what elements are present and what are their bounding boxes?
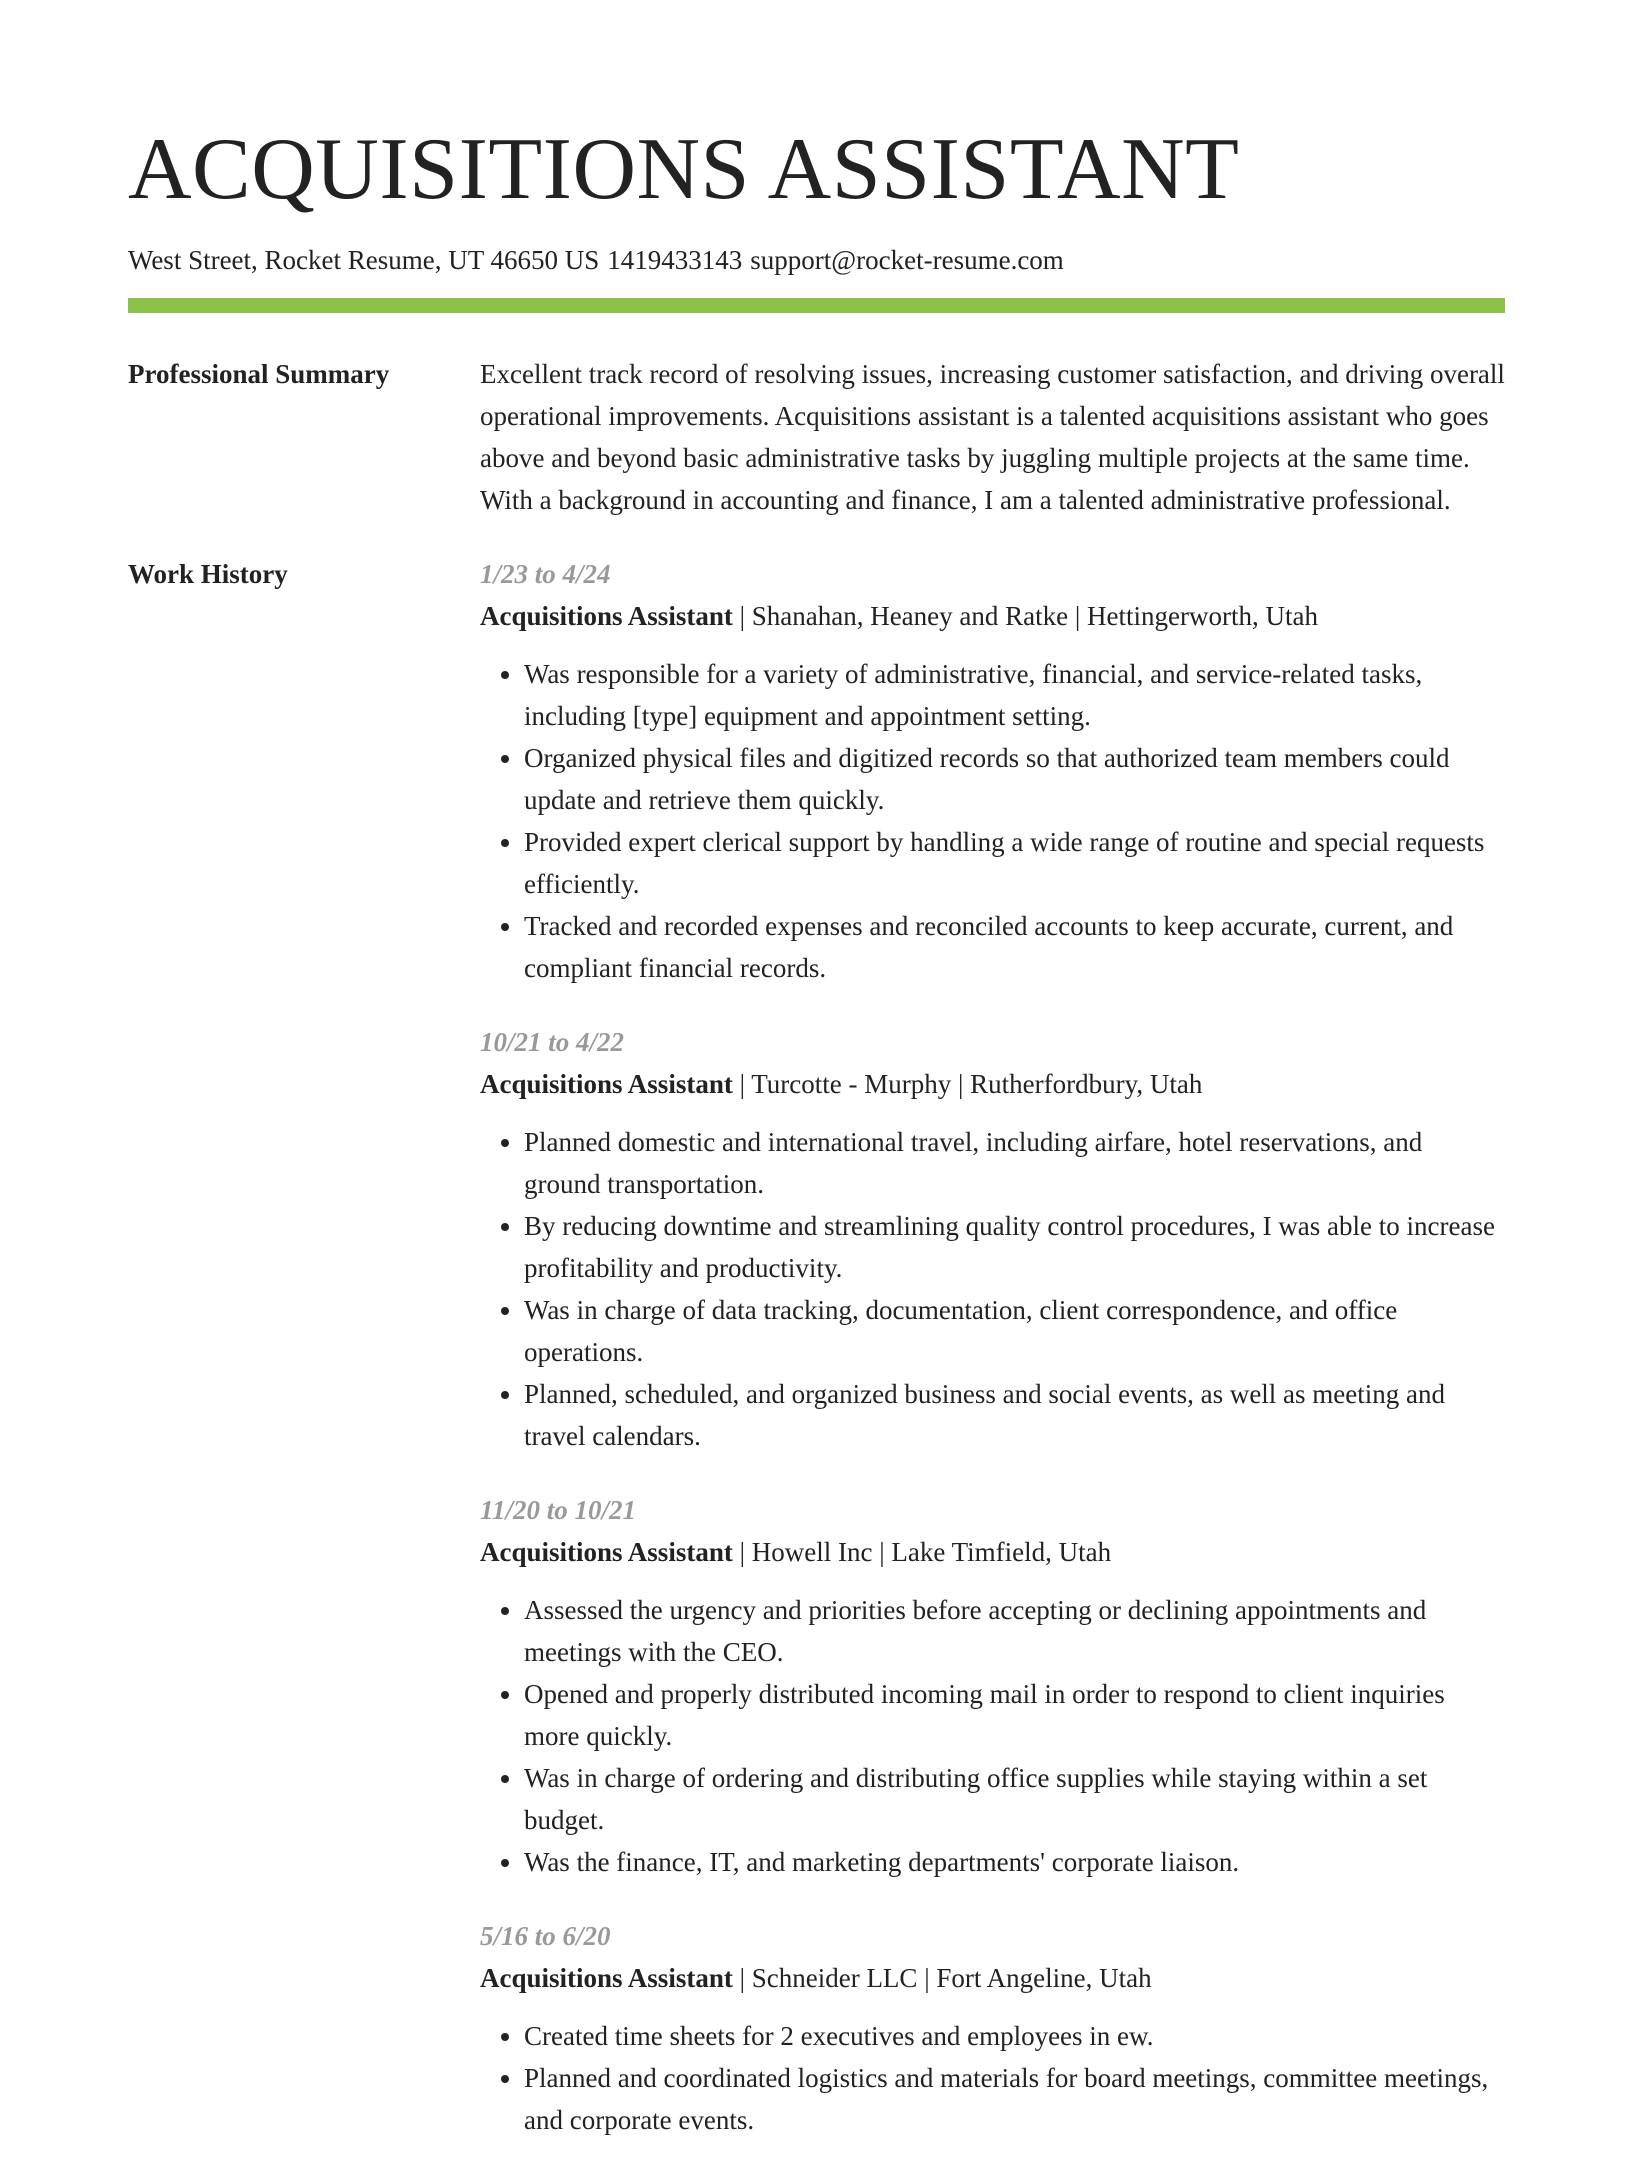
job-bullets xyxy=(480,1121,1505,1457)
job-company-location: | Turcotte - Murphy | Rutherfordbury, Utah xyxy=(732,1069,1203,1099)
job-bullet: • Was in charge of data tracking, documentation, client correspondence, and office operations. xyxy=(524,1289,1505,1373)
contact-address: West Street, Rocket Resume, UT 46650 US xyxy=(128,245,600,275)
job-bullet: • Was the finance, IT, and marketing departments' corporate liaison. xyxy=(524,1841,1505,1883)
job-bullets xyxy=(480,1589,1505,1883)
job-bullet: • Created time sheets for 2 executives and employees in ew. xyxy=(524,2015,1505,2057)
work-history-heading: Work History xyxy=(128,559,288,589)
job-bullet: • Assessed the urgency and priorities before accepting or declining appointments and meetings with the CEO. xyxy=(524,1589,1505,1673)
work-history-list xyxy=(480,553,1505,2173)
job-bullet: • Organized physical files and digitized records so that authorized team members could update and retrieve them quickly. xyxy=(524,737,1505,821)
job-dates: 1/23 to 4/24 xyxy=(480,559,611,589)
job-entry xyxy=(480,1915,1505,2141)
job-bullets xyxy=(480,653,1505,989)
job-heading xyxy=(480,595,1505,637)
work-history-section xyxy=(128,553,1505,2173)
summary-heading: Professional Summary xyxy=(128,359,390,389)
job-heading xyxy=(480,1957,1505,1999)
contact-email: support@rocket-resume.com xyxy=(750,245,1064,275)
contact-line xyxy=(128,242,1505,278)
contact-phone: 1419433143 xyxy=(607,245,743,275)
candidate-name: ACQUISITIONS ASSISTANT xyxy=(128,121,1240,218)
job-company-location: | Shanahan, Heaney and Ratke | Hettingerworth, Utah xyxy=(732,601,1318,631)
header-divider xyxy=(128,298,1505,313)
job-bullet: • Was responsible for a variety of administrative, financial, and service-related tasks, including [type] equipment and appointment setting. xyxy=(524,653,1505,737)
job-title: Acquisitions Assistant xyxy=(480,601,733,631)
job-entry xyxy=(480,553,1505,989)
job-dates: 5/16 to 6/20 xyxy=(480,1921,611,1951)
job-bullet: • Provided expert clerical support by handling a wide range of routine and special requests efficiently. xyxy=(524,821,1505,905)
summary-section xyxy=(128,353,1505,521)
job-entry xyxy=(480,1021,1505,1457)
job-bullets xyxy=(480,2015,1505,2141)
job-title: Acquisitions Assistant xyxy=(480,1069,733,1099)
job-entry xyxy=(480,1489,1505,1883)
job-bullet: • Planned, scheduled, and organized business and social events, as well as meeting and travel calendars. xyxy=(524,1373,1505,1457)
job-dates: 10/21 to 4/22 xyxy=(480,1027,625,1057)
job-title: Acquisitions Assistant xyxy=(480,1963,733,1993)
job-company-location: | Howell Inc | Lake Timfield, Utah xyxy=(732,1537,1112,1567)
job-bullet: • Planned domestic and international travel, including airfare, hotel reservations, and ground transportation. xyxy=(524,1121,1505,1205)
summary-text: Excellent track record of resolving issues, increasing customer satisfaction, and driving overall operational improvements. Acquisitions assistant is a talented acquisitions assistant who goes above and beyond basic administrative tasks by juggling multiple projects at the same time. With a background in accounting and finance, I am a talented administrative professional. xyxy=(480,359,1505,515)
job-bullet: • Opened and properly distributed incoming mail in order to respond to client inquiries more quickly. xyxy=(524,1673,1505,1757)
resume-page xyxy=(128,112,1505,2173)
job-heading xyxy=(480,1063,1505,1105)
job-dates: 11/20 to 10/21 xyxy=(480,1495,637,1525)
job-company-location: | Schneider LLC | Fort Angeline, Utah xyxy=(732,1963,1152,1993)
job-bullet: • Planned and coordinated logistics and materials for board meetings, committee meetings, and corporate events. xyxy=(524,2057,1505,2141)
job-bullet: • Was in charge of ordering and distributing office supplies while staying within a set budget. xyxy=(524,1757,1505,1841)
job-heading xyxy=(480,1531,1505,1573)
job-bullet: • Tracked and recorded expenses and reconciled accounts to keep accurate, current, and compliant financial records. xyxy=(524,905,1505,989)
job-title: Acquisitions Assistant xyxy=(480,1537,733,1567)
job-bullet: • By reducing downtime and streamlining quality control procedures, I was able to increase profitability and productivity. xyxy=(524,1205,1505,1289)
